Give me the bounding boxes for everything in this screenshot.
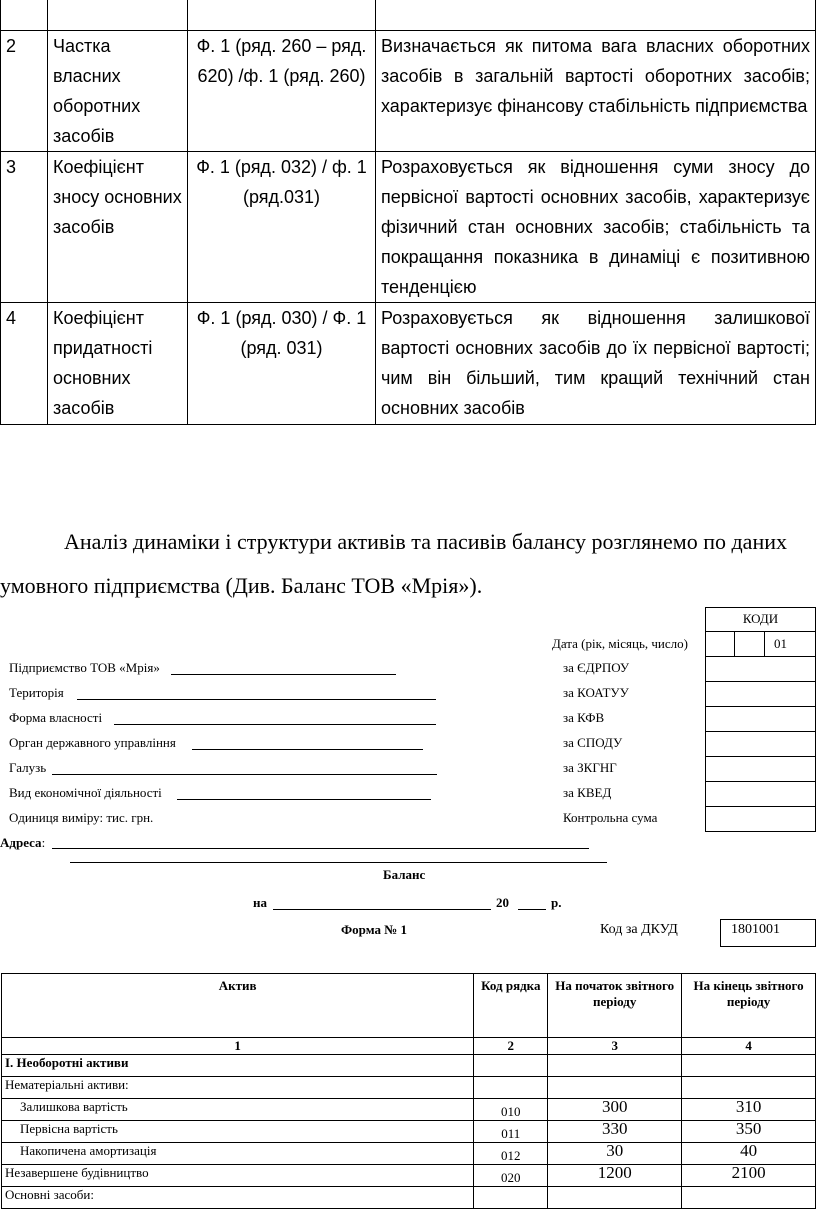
kved-box[interactable] [705,781,816,807]
code-label: за КФВ [563,710,605,725]
table-row [1,303,816,425]
address-line[interactable] [52,848,589,849]
row-code [474,1055,548,1077]
row-name: Залишкова вартість [2,1099,474,1121]
row-end[interactable]: 40 [682,1143,816,1165]
header-start: На початок звітного періоду [548,974,682,1038]
activity-line[interactable] [177,799,431,800]
header-code: Код рядка [474,974,548,1038]
row-name: І. Необоротні активи [2,1055,474,1077]
field-label: Галузь [9,760,47,775]
col-number: 2 [474,1038,548,1055]
row-name: Основні засоби: [2,1187,474,1209]
enterprise-line[interactable] [171,674,396,675]
col-number: 3 [548,1038,682,1055]
authority-line[interactable] [192,749,423,750]
row-number: 3 [1,152,48,303]
field-label: Форма власності [9,710,103,725]
indicator-name [48,0,188,31]
checksum-box[interactable] [705,806,816,832]
field-label: Вид економічної діяльності [9,785,162,800]
row-name: Незавершене будівництво [2,1165,474,1187]
indicator-description: Розраховується як відношення суми зносу до первісної вартості основних засобів, характеризує фізичний стан основних засобів; стабільність та покращання показника в динаміці є позитивною тенденцією [376,152,816,303]
field-label: Підприємство ТОВ «Мрія» [9,660,160,675]
table-row [2,1187,816,1209]
date-value: 01 [774,636,787,651]
row-start[interactable]: 330 [548,1121,682,1143]
header-end: На кінець звітного періоду [682,974,816,1038]
field-label: Орган державного управління [9,735,176,750]
table-row [2,1143,816,1165]
indicator-description: Визначається як питома вага власних оборотних засобів в загальній вартості оборотних засобів; характеризує фінансову стабільність підприємства [376,31,816,152]
row-code [474,1077,548,1099]
koatuu-box[interactable] [705,681,816,707]
indicator-name: Коефіцієнт придатності основних засобів [48,303,188,425]
row-start[interactable]: 30 [548,1143,682,1165]
column-numbers-row [2,1038,816,1055]
indicator-source [188,0,376,31]
row-number: 2 [1,31,48,152]
field-label: Одиниця виміру: тис. грн. [9,810,154,825]
table-row [2,1121,816,1143]
table-row [2,1077,816,1099]
spodu-box[interactable] [705,731,816,757]
row-start[interactable]: 1200 [548,1165,682,1187]
table-row [1,31,816,152]
address-label: Адреса: [0,835,46,850]
year-line[interactable] [518,909,546,910]
header-asset: Актив [2,974,474,1038]
row-start[interactable]: 300 [548,1099,682,1121]
row-code: 011 [474,1121,548,1143]
indicator-description [376,0,816,31]
row-name: Нематеріальні активи: [2,1077,474,1099]
code-label: за СПОДУ [563,735,623,750]
row-end[interactable]: 350 [682,1121,816,1143]
row-code [474,1187,548,1209]
kfv-box[interactable] [705,706,816,732]
balance-table [1,973,816,1209]
table-row [2,1055,816,1077]
field-label: Територія [9,685,64,700]
table-header-row [2,974,816,1038]
row-end[interactable]: 2100 [682,1165,816,1187]
row-start[interactable] [548,1077,682,1099]
address-line-2[interactable] [70,862,607,863]
row-code: 020 [474,1165,548,1187]
row-code: 012 [474,1143,548,1165]
row-number: 4 [1,303,48,425]
dkud-label: Код за ДКУД [600,922,678,937]
analysis-paragraph: Аналіз динаміки і структури активів та пасивів балансу розглянемо по даних умовного підприємства (Див. Баланс ТОВ «Мрія»). [0,529,787,598]
year-label: 20 [496,895,509,910]
edrpou-box[interactable] [705,656,816,682]
code-label: за КВЕД [563,785,612,800]
row-number [1,0,48,31]
row-start[interactable] [548,1187,682,1209]
territory-line[interactable] [77,699,436,700]
zkgng-box[interactable] [705,756,816,782]
industry-line[interactable] [52,774,437,775]
row-start[interactable] [548,1055,682,1077]
balance-title: Баланс [383,867,426,882]
row-end[interactable]: 310 [682,1099,816,1121]
row-name: Накопичена амортизація [2,1143,474,1165]
indicator-description: Розраховується як відношення залишкової вартості основних засобів до їх первісної вартості; чим він більший, тим кращий технічний стан основних засобів [376,303,816,425]
table-row [2,1099,816,1121]
year-suffix: р. [551,895,562,910]
form-label: Форма № 1 [341,922,408,937]
code-label: за ЄДРПОУ [563,660,630,675]
table-row [2,1165,816,1187]
indicators-table [0,0,816,425]
codes-title: КОДИ [742,611,779,626]
table-row [1,152,816,303]
row-end[interactable] [682,1055,816,1077]
date-label: Дата (рік, місяць, число) [552,636,688,651]
col-number: 4 [682,1038,816,1055]
row-end[interactable] [682,1187,816,1209]
dkud-value: 1801001 [731,922,780,937]
indicator-source: Ф. 1 (ряд. 032) / ф. 1 (ряд.031) [188,152,376,303]
table-row [1,0,816,31]
indicator-name: Коефіцієнт зносу основних засобів [48,152,188,303]
col-number: 1 [2,1038,474,1055]
on-label: на [253,895,267,910]
indicator-source: Ф. 1 (ряд. 260 – ряд. 620) /ф. 1 (ряд. 260) [188,31,376,152]
code-label: Контрольна сума [563,810,658,825]
ownership-line[interactable] [114,724,436,725]
row-name: Первісна вартість [2,1121,474,1143]
indicator-source: Ф. 1 (ряд. 030) / Ф. 1 (ряд. 031) [188,303,376,425]
code-label: за ЗКГНГ [563,760,617,775]
date-line[interactable] [273,909,491,910]
code-label: за КОАТУУ [563,685,629,700]
indicator-name: Частка власних оборотних засобів [48,31,188,152]
row-code: 010 [474,1099,548,1121]
row-end[interactable] [682,1077,816,1099]
